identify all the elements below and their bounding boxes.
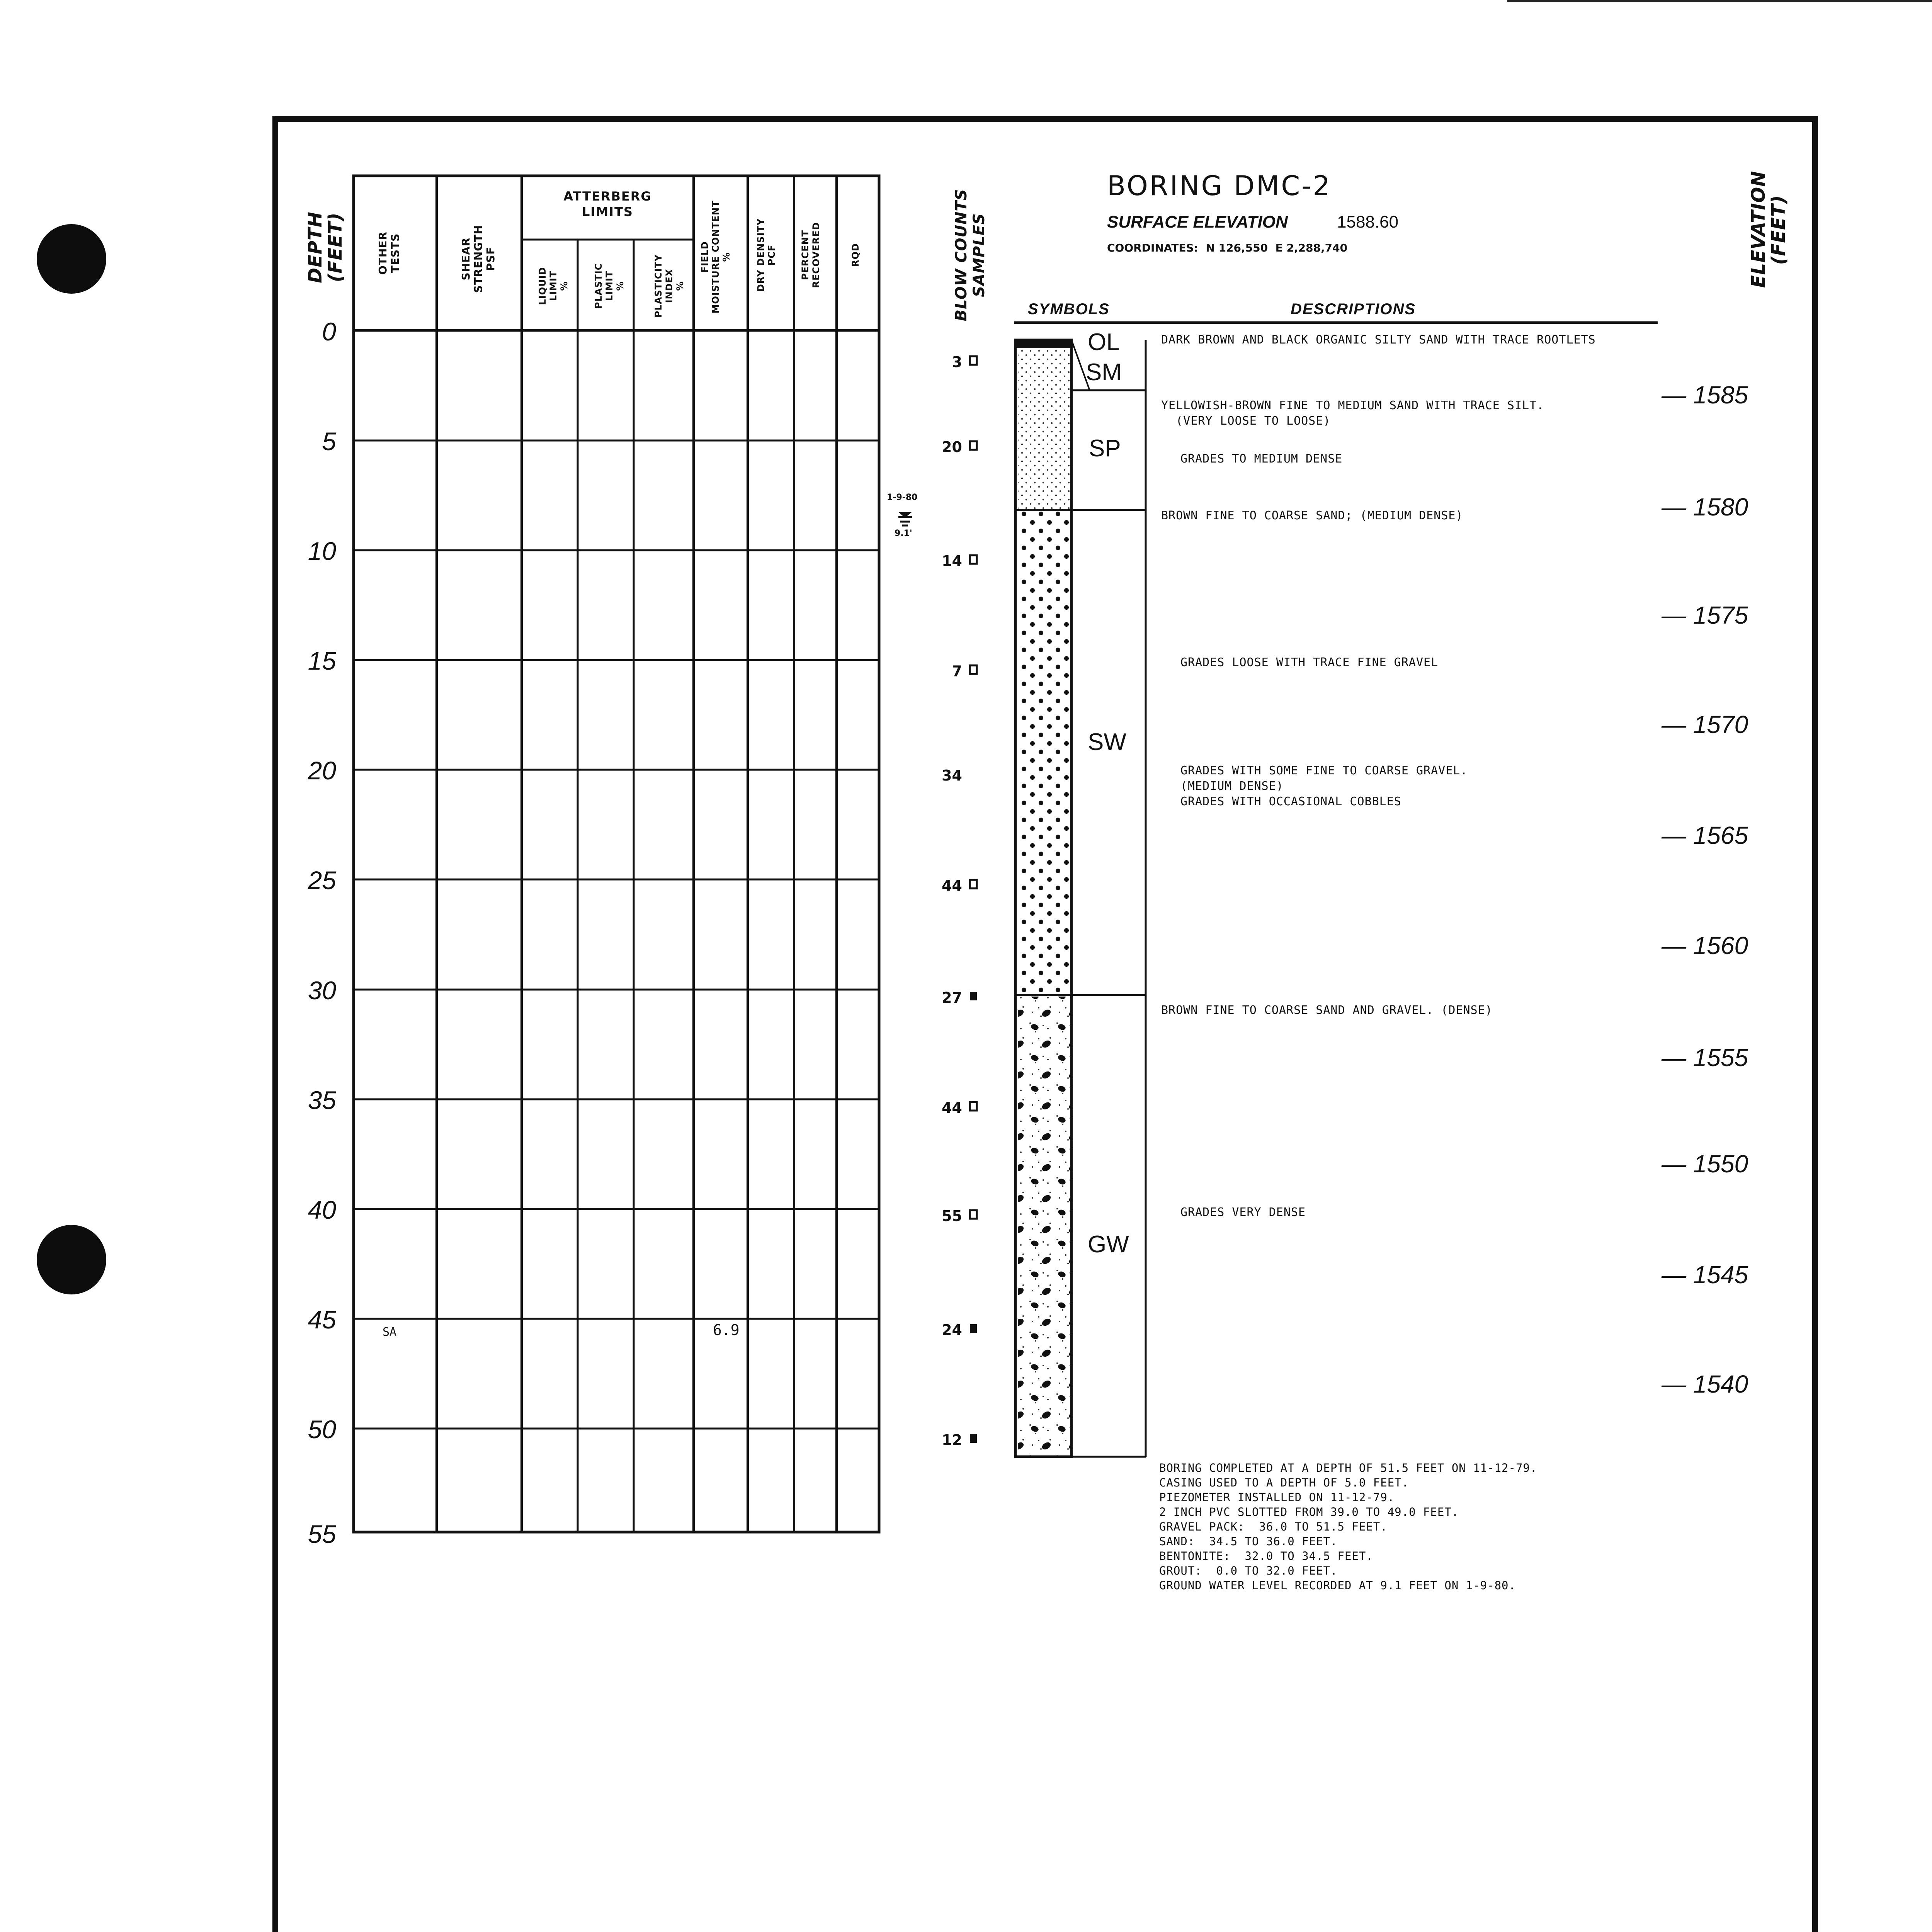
description: GRADES LOOSE WITH TRACE FINE GRAVEL bbox=[1180, 656, 1439, 669]
description: YELLOWISH-BROWN FINE TO MEDIUM SAND WITH TRACE SILT. (VERY LOOSE TO LOOSE) bbox=[1161, 399, 1544, 428]
plastic-limit-header: PLASTIC LIMIT % bbox=[593, 263, 626, 309]
dry-density-header: DRY DENSITY PCF bbox=[755, 218, 777, 292]
blow-count: 20 bbox=[942, 439, 962, 456]
coordinates: COORDINATES: N 126,550 E 2,288,740 bbox=[1107, 242, 1348, 254]
moisture-value: 6.9 bbox=[713, 1321, 740, 1338]
blow-count: 12 bbox=[942, 1432, 962, 1449]
depth-tick: 0 bbox=[322, 317, 336, 346]
sample-marker-hollow bbox=[970, 356, 977, 365]
other-tests-header: OTHER TESTS bbox=[376, 231, 401, 275]
depth-tick: 45 bbox=[308, 1305, 336, 1334]
liquid-limit-header: LIQUID LIMIT % bbox=[537, 267, 570, 305]
elevation-tick: — 1555 bbox=[1662, 1044, 1748, 1071]
sample-marker-solid bbox=[970, 1324, 977, 1333]
blow-count: 44 bbox=[942, 1099, 962, 1116]
elevation-tick: — 1545 bbox=[1662, 1261, 1748, 1289]
surface-elevation-value: 1588.60 bbox=[1337, 213, 1399, 231]
elevation-tick: — 1550 bbox=[1662, 1150, 1748, 1178]
description: BROWN FINE TO COARSE SAND AND GRAVEL. (DENSE) bbox=[1161, 1003, 1493, 1017]
plasticity-index-header: PLASTICITY INDEX % bbox=[653, 254, 685, 318]
blow-count: 7 bbox=[952, 663, 962, 680]
depth-header: DEPTH (FEET) bbox=[304, 211, 346, 283]
atterberg-header: ATTERBERG LIMITS bbox=[563, 189, 652, 219]
elevation-tick: — 1585 bbox=[1662, 381, 1748, 409]
symbols-header: SYMBOLS bbox=[1028, 301, 1110, 318]
water-level-date: 1-9-80 bbox=[887, 493, 918, 502]
water-level-depth: 9.1' bbox=[895, 529, 912, 538]
description: GRADES VERY DENSE bbox=[1180, 1206, 1306, 1219]
depth-tick: 25 bbox=[308, 866, 336, 895]
sample-marker-hollow bbox=[970, 1210, 977, 1219]
elevation-tick: — 1540 bbox=[1662, 1370, 1748, 1398]
blow-counts-header: BLOW COUNTS SAMPLES bbox=[952, 189, 988, 321]
shear-strength-header: SHEAR STRENGTH PSF bbox=[459, 224, 497, 293]
soil-symbol-gw: GW bbox=[1088, 1231, 1129, 1258]
soil-symbol-sw: SW bbox=[1088, 729, 1126, 755]
depth-tick: 35 bbox=[308, 1086, 336, 1114]
field-moisture-header: FIELD MOISTURE CONTENT % bbox=[699, 200, 732, 314]
depth-tick: 20 bbox=[308, 756, 336, 785]
depth-tick: 10 bbox=[308, 537, 336, 565]
soil-symbol-ol: OL bbox=[1088, 329, 1120, 355]
description: GRADES TO MEDIUM DENSE bbox=[1180, 452, 1343, 466]
elevation-tick: — 1565 bbox=[1662, 821, 1748, 849]
sample-marker-hollow bbox=[970, 880, 977, 888]
elevation-tick: — 1575 bbox=[1662, 601, 1748, 629]
rqd-header: RQD bbox=[850, 243, 861, 267]
sample-marker-hollow bbox=[970, 555, 977, 564]
description: BROWN FINE TO COARSE SAND; (MEDIUM DENSE) bbox=[1161, 509, 1463, 522]
depth-tick: 50 bbox=[308, 1415, 336, 1444]
sample-marker-hollow bbox=[970, 1102, 977, 1111]
soil-symbol-sm: SM bbox=[1086, 359, 1122, 386]
percent-recovered-header: PERCENT RECOVERED bbox=[800, 222, 821, 288]
descriptions-header: DESCRIPTIONS bbox=[1291, 301, 1416, 318]
description: GRADES WITH SOME FINE TO COARSE GRAVEL. (MEDIUM DENSE) GRADES WITH OCCASIONAL COBBLES bbox=[1180, 764, 1468, 808]
elevation-tick: — 1560 bbox=[1662, 932, 1748, 959]
soil-symbol-sp: SP bbox=[1089, 435, 1121, 462]
sample-marker-hollow bbox=[970, 441, 977, 450]
surface-elevation-label: SURFACE ELEVATION bbox=[1107, 213, 1288, 231]
elevation-header: ELEVATION (FEET) bbox=[1748, 170, 1789, 288]
blow-count: 3 bbox=[952, 354, 962, 371]
sample-marker-solid bbox=[970, 992, 977, 1000]
depth-tick: 55 bbox=[308, 1520, 336, 1548]
depth-tick: 5 bbox=[322, 427, 336, 456]
boring-title: BORING DMC-2 bbox=[1107, 170, 1332, 202]
blow-count: 24 bbox=[942, 1321, 962, 1338]
blow-count: 44 bbox=[942, 877, 962, 894]
elevation-tick: — 1580 bbox=[1662, 493, 1748, 521]
depth-tick: 15 bbox=[308, 646, 336, 675]
description: DARK BROWN AND BLACK ORGANIC SILTY SAND WITH TRACE ROOTLETS bbox=[1161, 333, 1596, 347]
blow-count: 27 bbox=[942, 989, 962, 1006]
boring-notes: BORING COMPLETED AT A DEPTH OF 51.5 FEET ON 11-12-79. CASING USED TO A DEPTH OF 5.0 FEET. PIEZOMETER INSTALLED ON 11-12-79. 2 INCH PVC SLOTTED FROM 39.0 TO 49.0 FEET. GRAVEL PACK: 36.0 TO 51.5 FEET. SAND: 34.5 TO 36.0 FEET. BENTONITE: 32.0 TO 34.5 FEET. GROUT: 0.0 TO 32.0 FEET. GROUND WATER LEVEL RECORDED AT 9.1 FEET ON 1-9-80. bbox=[1159, 1461, 1537, 1592]
other-tests-sa: SA bbox=[383, 1325, 397, 1339]
depth-tick: 40 bbox=[308, 1196, 336, 1224]
blow-count: 14 bbox=[942, 553, 962, 570]
elevation-tick: — 1570 bbox=[1662, 711, 1748, 738]
sample-marker-hollow bbox=[970, 665, 977, 674]
blow-count: 55 bbox=[942, 1208, 962, 1225]
blow-count: 34 bbox=[942, 767, 962, 784]
depth-tick: 30 bbox=[308, 976, 336, 1005]
sample-marker-solid bbox=[970, 1434, 977, 1443]
